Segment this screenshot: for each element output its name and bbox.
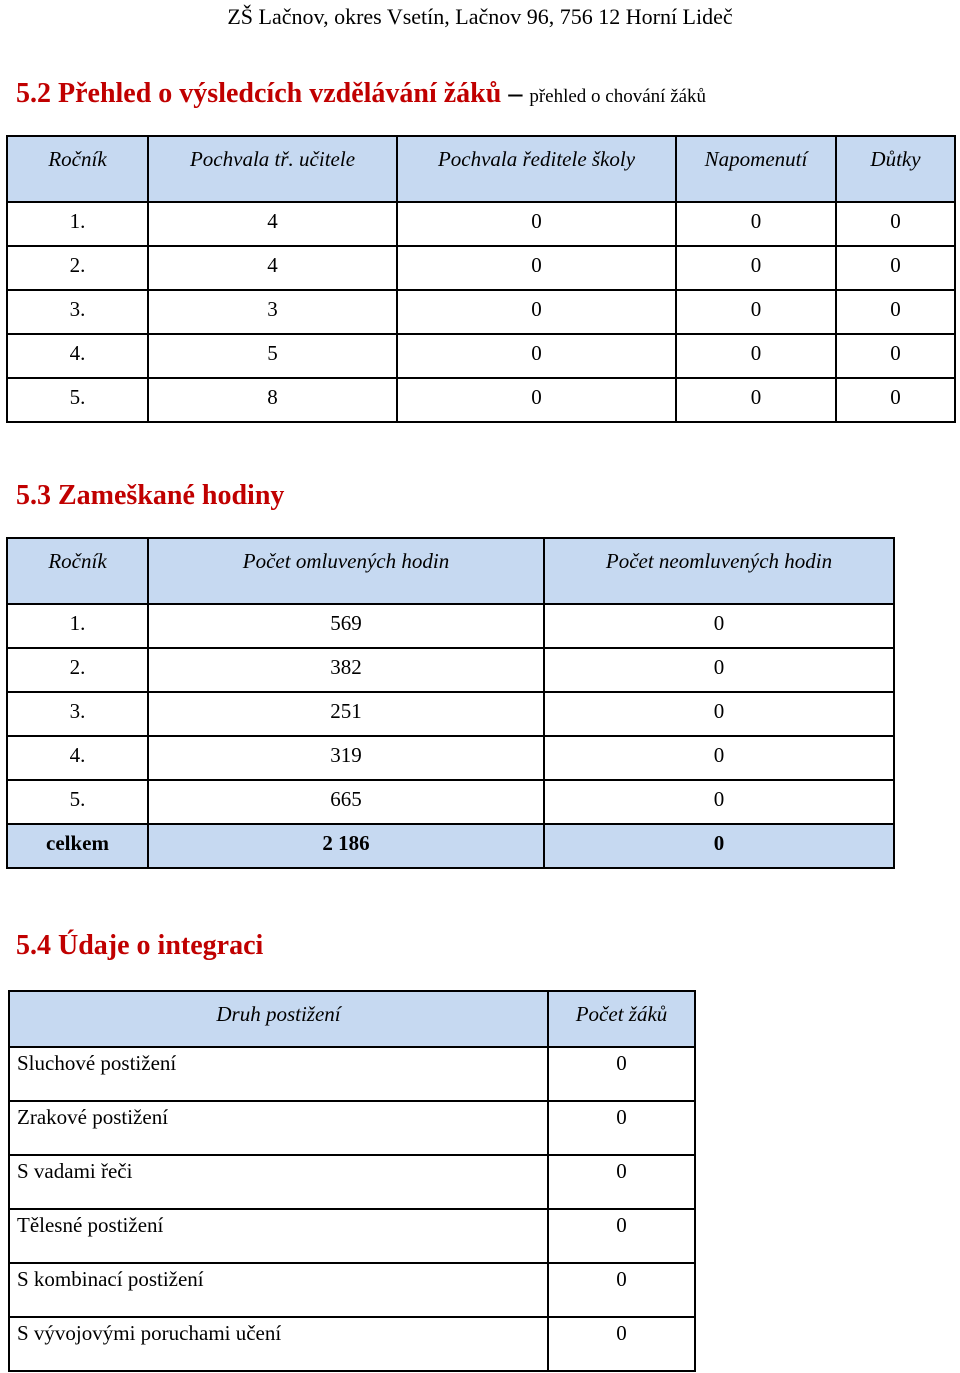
behavior-table xyxy=(6,135,956,423)
table-row xyxy=(7,692,894,736)
table-row xyxy=(9,1263,695,1317)
section-5-2-title xyxy=(16,78,706,113)
table-row xyxy=(7,648,894,692)
table-header-row xyxy=(9,991,695,1047)
column-header: Počet žáků xyxy=(548,991,695,1047)
table-cell: 0 xyxy=(397,202,676,246)
table-cell: 5. xyxy=(7,780,148,824)
table-cell: 2. xyxy=(7,648,148,692)
table-row xyxy=(7,378,955,422)
section-5-3-title: 5.3 Zameškané hodiny xyxy=(16,480,285,511)
table-cell: 3 xyxy=(148,290,397,334)
table-cell: 4 xyxy=(148,246,397,290)
table-cell: 1. xyxy=(7,604,148,648)
table-cell: 0 xyxy=(544,604,894,648)
table-cell: 0 xyxy=(548,1101,695,1155)
table-row xyxy=(7,780,894,824)
total-cell: 2 186 xyxy=(148,824,544,868)
table-cell: 0 xyxy=(676,378,836,422)
column-header: Pochvala ředitele školy xyxy=(397,136,676,202)
table-cell: 2. xyxy=(7,246,148,290)
column-header: Počet neomluvených hodin xyxy=(544,538,894,604)
table-cell: 0 xyxy=(676,334,836,378)
column-header: Napomenutí xyxy=(676,136,836,202)
table-cell: 0 xyxy=(544,692,894,736)
table-cell: 4. xyxy=(7,736,148,780)
section-5-2-dash: – xyxy=(508,78,523,109)
table-row xyxy=(7,290,955,334)
table-cell: 0 xyxy=(544,736,894,780)
table-cell: Sluchové postižení xyxy=(9,1047,548,1101)
table-cell: 0 xyxy=(676,246,836,290)
column-header: Ročník xyxy=(7,538,148,604)
table-cell: 5. xyxy=(7,378,148,422)
integration-table xyxy=(8,990,696,1372)
table-cell: Zrakové postižení xyxy=(9,1101,548,1155)
table-cell: 0 xyxy=(397,246,676,290)
table-row xyxy=(7,604,894,648)
table-row xyxy=(9,1155,695,1209)
page-header: ZŠ Lačnov, okres Vsetín, Lačnov 96, 756 12 Horní Lideč xyxy=(227,4,733,29)
table-row xyxy=(7,334,955,378)
table-cell: 319 xyxy=(148,736,544,780)
table-cell: 0 xyxy=(548,1209,695,1263)
table-cell: 0 xyxy=(836,334,955,378)
table-cell: 0 xyxy=(836,246,955,290)
table-cell: S vývojovými poruchami učení xyxy=(9,1317,548,1371)
table-cell: 0 xyxy=(397,290,676,334)
table-cell: 0 xyxy=(397,378,676,422)
table-cell: 4. xyxy=(7,334,148,378)
column-header: Počet omluvených hodin xyxy=(148,538,544,604)
table-cell: 569 xyxy=(148,604,544,648)
table-header-row xyxy=(7,136,955,202)
missed-hours-table xyxy=(6,537,895,869)
table-row xyxy=(7,736,894,780)
total-label: celkem xyxy=(7,824,148,868)
section-5-2-heading: 5.2 Přehled o výsledcích vzdělávání žáků xyxy=(16,78,502,109)
table-cell: 0 xyxy=(836,290,955,334)
column-header: Pochvala tř. učitele xyxy=(148,136,397,202)
table-cell: 0 xyxy=(548,1047,695,1101)
table-cell: 4 xyxy=(148,202,397,246)
table-cell: Tělesné postižení xyxy=(9,1209,548,1263)
table-cell: 251 xyxy=(148,692,544,736)
table-row xyxy=(9,1317,695,1371)
section-5-4-title: 5.4 Údaje o integraci xyxy=(16,930,264,961)
table-cell: 3. xyxy=(7,692,148,736)
table-cell: 8 xyxy=(148,378,397,422)
table-cell: S kombinací postižení xyxy=(9,1263,548,1317)
table-cell: 0 xyxy=(544,780,894,824)
table-cell: 0 xyxy=(836,378,955,422)
table-row xyxy=(7,202,955,246)
table-row xyxy=(9,1101,695,1155)
column-header: Ročník xyxy=(7,136,148,202)
table-cell: 0 xyxy=(676,202,836,246)
table-cell: 382 xyxy=(148,648,544,692)
table-cell: 665 xyxy=(148,780,544,824)
table-row xyxy=(9,1047,695,1101)
table-row xyxy=(9,1209,695,1263)
section-5-2-subtitle: přehled o chování žáků xyxy=(529,86,707,107)
table-header-row xyxy=(7,538,894,604)
table-cell: 0 xyxy=(544,648,894,692)
table-cell: 0 xyxy=(836,202,955,246)
total-row xyxy=(7,824,894,868)
table-row xyxy=(7,246,955,290)
column-header: Druh postižení xyxy=(9,991,548,1047)
table-cell: 3. xyxy=(7,290,148,334)
table-cell: 1. xyxy=(7,202,148,246)
table-cell: S vadami řeči xyxy=(9,1155,548,1209)
column-header: Důtky xyxy=(836,136,955,202)
table-cell: 0 xyxy=(548,1155,695,1209)
table-cell: 0 xyxy=(548,1317,695,1371)
table-cell: 0 xyxy=(548,1263,695,1317)
total-cell: 0 xyxy=(544,824,894,868)
table-cell: 0 xyxy=(676,290,836,334)
table-cell: 0 xyxy=(397,334,676,378)
table-cell: 5 xyxy=(148,334,397,378)
